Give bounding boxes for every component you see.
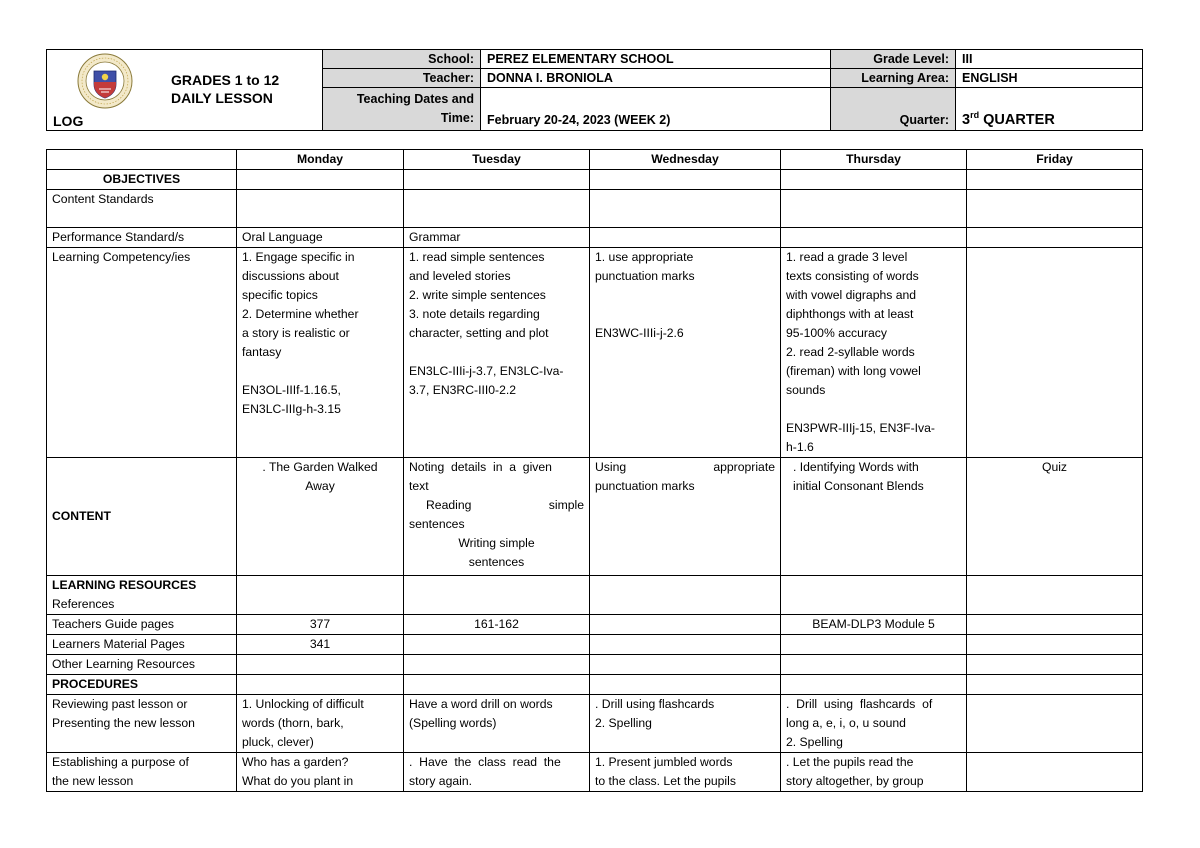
other-resources-label: Other Learning Resources [47, 655, 237, 675]
reviewing-monday: 1. Unlocking of difficult words (thorn, bark, pluck, clever) [237, 695, 404, 753]
tg-tuesday: 161-162 [404, 615, 590, 635]
performance-monday: Oral Language [237, 228, 404, 248]
purpose-monday: Who has a garden? What do you plant in [237, 753, 404, 792]
quarter-label: Quarter: [831, 88, 956, 131]
tg-thursday: BEAM-DLP3 Module 5 [781, 615, 967, 635]
table-row [47, 458, 1143, 576]
learning-competency-label: Learning Competency/ies [47, 248, 237, 458]
header-table [46, 49, 1143, 131]
content-standards-label: Content Standards [47, 190, 237, 228]
table-row [47, 655, 1143, 675]
school-value: PEREZ ELEMENTARY SCHOOL [481, 50, 831, 69]
teaching-dates-value: February 20-24, 2023 (WEEK 2) [481, 88, 831, 131]
table-row [47, 635, 1143, 655]
day-header-monday: Monday [237, 150, 404, 170]
teachers-guide-label: Teachers Guide pages [47, 615, 237, 635]
competency-thursday: 1. read a grade 3 level texts consisting of words with vowel digraphs and diphthongs with at least 95-100% accuracy 2. read 2-syllable words (fireman) with long vowel sounds EN3PWR-IIIj-15, EN3F-Iva- h-1.6 [781, 248, 967, 458]
deped-seal-icon [77, 53, 133, 109]
table-header-row [47, 150, 1143, 170]
table-row [47, 576, 1143, 615]
learners-material-label: Learners Material Pages [47, 635, 237, 655]
objectives-heading: OBJECTIVES [47, 170, 237, 190]
performance-tuesday: Grammar [404, 228, 590, 248]
grade-level-label: Grade Level: [831, 50, 956, 69]
content-thursday: . Identifying Words with initial Consonant Blends [781, 458, 967, 576]
reviewing-wednesday: . Drill using flashcards 2. Spelling [590, 695, 781, 753]
table-row [47, 248, 1143, 458]
day-header-tuesday: Tuesday [404, 150, 590, 170]
learning-area-value: ENGLISH [956, 69, 1143, 88]
quarter-value: 3rd QUARTER [956, 88, 1143, 131]
table-row [47, 228, 1143, 248]
table-row [47, 753, 1143, 792]
content-friday: Quiz [967, 458, 1143, 576]
purpose-label: Establishing a purpose of the new lesson [47, 753, 237, 792]
day-header-thursday: Thursday [781, 150, 967, 170]
table-row [47, 170, 1143, 190]
performance-standards-label: Performance Standard/s [47, 228, 237, 248]
document-title-log: LOG [53, 113, 84, 129]
teacher-value: DONNA I. BRONIOLA [481, 69, 831, 88]
competency-monday: 1. Engage specific in discussions about specific topics 2. Determine whether a story is realistic or fantasy EN3OL-IIIf-1.16.5, EN3LC-IIIg-h-3.15 [237, 248, 404, 458]
learning-area-label: Learning Area: [831, 69, 956, 88]
table-row [47, 675, 1143, 695]
competency-tuesday: 1. read simple sentences and leveled stories 2. write simple sentences 3. note details regarding character, setting and plot EN3LC-IIIi-j-3.7, EN3LC-Iva- 3.7, EN3RC-III0-2.2 [404, 248, 590, 458]
day-header-wednesday: Wednesday [590, 150, 781, 170]
lm-monday: 341 [237, 635, 404, 655]
procedures-heading: PROCEDURES [47, 675, 237, 695]
school-label: School: [323, 50, 481, 69]
reviewing-label: Reviewing past lesson or Presenting the new lesson [47, 695, 237, 753]
content-wednesday: Using appropriate punctuation marks [590, 458, 781, 576]
content-monday: . The Garden Walked Away [237, 458, 404, 576]
purpose-wednesday: 1. Present jumbled words to the class. Let the pupils [590, 753, 781, 792]
logo-title-cell [47, 50, 323, 131]
content-label: CONTENT [47, 458, 237, 576]
grade-level-value: III [956, 50, 1143, 69]
table-row [47, 615, 1143, 635]
table-row [47, 695, 1143, 753]
teacher-label: Teacher: [323, 69, 481, 88]
reviewing-thursday: . Drill using flashcards of long a, e, i, o, u sound 2. Spelling [781, 695, 967, 753]
learning-resources-cell: LEARNING RESOURCES References [47, 576, 237, 615]
purpose-thursday: . Let the pupils read the story altogether, by group [781, 753, 967, 792]
competency-wednesday: 1. use appropriate punctuation marks EN3WC-IIIi-j-2.6 [590, 248, 781, 458]
content-tuesday: Noting details in a given text Reading simple sentences Writing simple sentences [404, 458, 590, 576]
table-row [47, 190, 1143, 228]
purpose-tuesday: . Have the class read the story again. [404, 753, 590, 792]
header-empty-cell [47, 150, 237, 170]
lesson-table [46, 149, 1143, 792]
teaching-dates-label: Teaching Dates and Time: [323, 88, 481, 131]
reviewing-tuesday: Have a word drill on words (Spelling words) [404, 695, 590, 753]
tg-monday: 377 [237, 615, 404, 635]
day-header-friday: Friday [967, 150, 1143, 170]
document-title: GRADES 1 to 12 DAILY LESSON [171, 72, 280, 106]
